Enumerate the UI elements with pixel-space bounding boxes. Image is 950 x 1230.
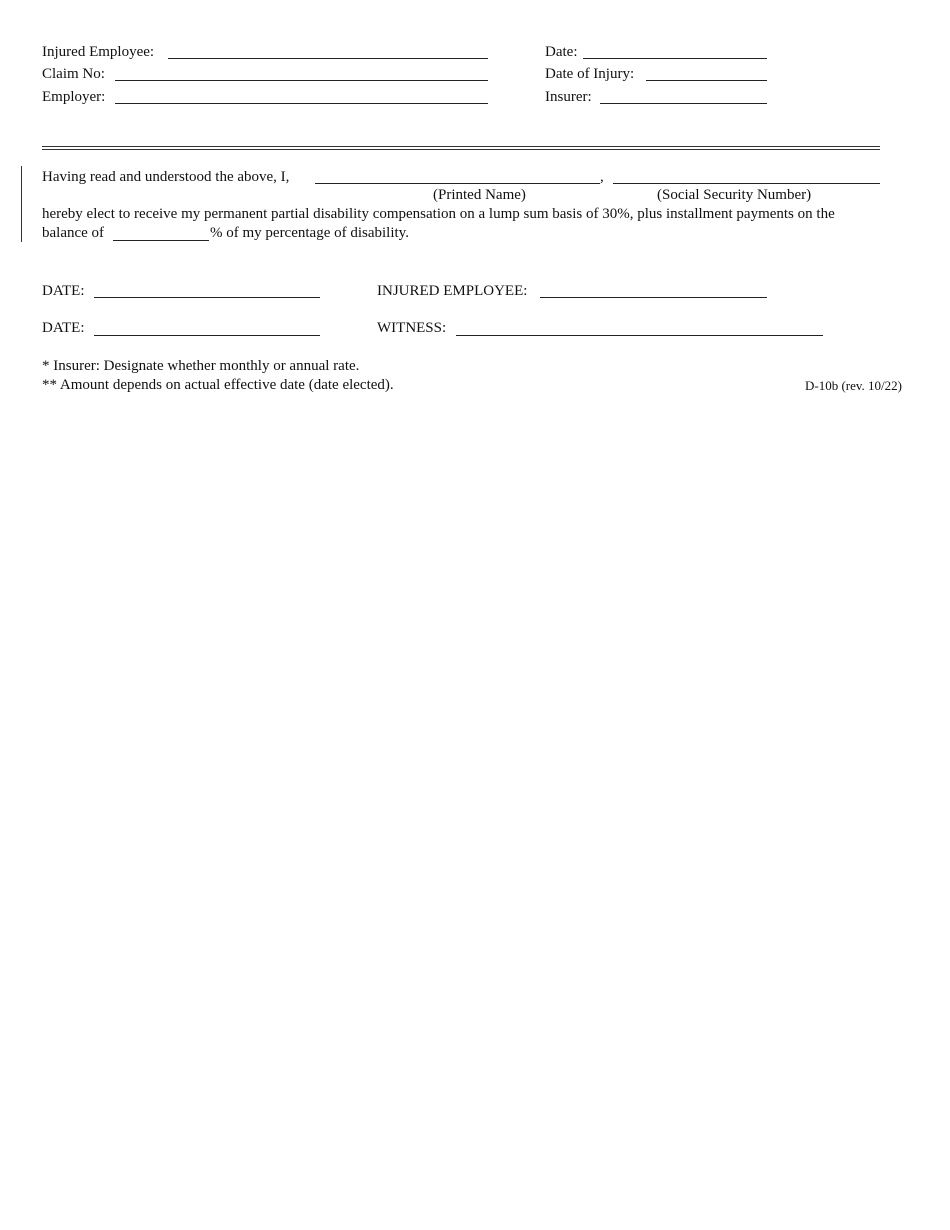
claim-no-label: Claim No: xyxy=(42,66,105,82)
form-id: D-10b (rev. 10/22) xyxy=(805,378,902,393)
printed-name-field[interactable] xyxy=(315,183,600,184)
balance-suffix: % of my percentage of disability. xyxy=(210,225,409,241)
injured-employee-signature-field[interactable] xyxy=(540,297,767,298)
employer-label: Employer: xyxy=(42,89,106,105)
footnote-1: * Insurer: Designate whether monthly or annual rate. xyxy=(42,358,360,374)
ssn-caption: (Social Security Number) xyxy=(657,187,812,203)
signature-date-field-1[interactable] xyxy=(94,297,320,298)
date-label-1: DATE: xyxy=(42,283,85,299)
insurer-field[interactable] xyxy=(600,103,767,104)
date-field[interactable] xyxy=(583,58,767,59)
election-comma: , xyxy=(600,169,604,185)
insurer-label: Insurer: xyxy=(545,89,592,105)
date-label-2: DATE: xyxy=(42,320,85,336)
claim-no-field[interactable] xyxy=(115,80,488,81)
balance-prefix: balance of xyxy=(42,225,105,241)
injured-employee-label: Injured Employee: xyxy=(42,44,155,60)
divider-rule-top xyxy=(42,146,880,147)
printed-name-caption: (Printed Name) xyxy=(433,187,526,203)
witness-label: WITNESS: xyxy=(377,320,447,336)
employer-field[interactable] xyxy=(115,103,488,104)
ssn-field[interactable] xyxy=(613,183,880,184)
election-lead-text: Having read and understood the above, I, xyxy=(42,169,290,185)
divider-rule-bottom xyxy=(42,149,880,150)
date-of-injury-field[interactable] xyxy=(646,80,767,81)
injured-employee-signature-label: INJURED EMPLOYEE: xyxy=(377,283,528,299)
date-of-injury-label: Date of Injury: xyxy=(545,66,635,82)
signature-date-field-2[interactable] xyxy=(94,335,320,336)
footnote-2: ** Amount depends on actual effective date (date elected). xyxy=(42,377,394,393)
date-label: Date: xyxy=(545,44,578,60)
injured-employee-field[interactable] xyxy=(168,58,488,59)
witness-signature-field[interactable] xyxy=(456,335,823,336)
balance-percent-field[interactable] xyxy=(113,240,209,241)
election-line-1: hereby elect to receive my permanent partial disability compensation on a lump sum basis of 30%, plus installment payments on the xyxy=(42,206,835,222)
revision-bar xyxy=(21,166,22,242)
